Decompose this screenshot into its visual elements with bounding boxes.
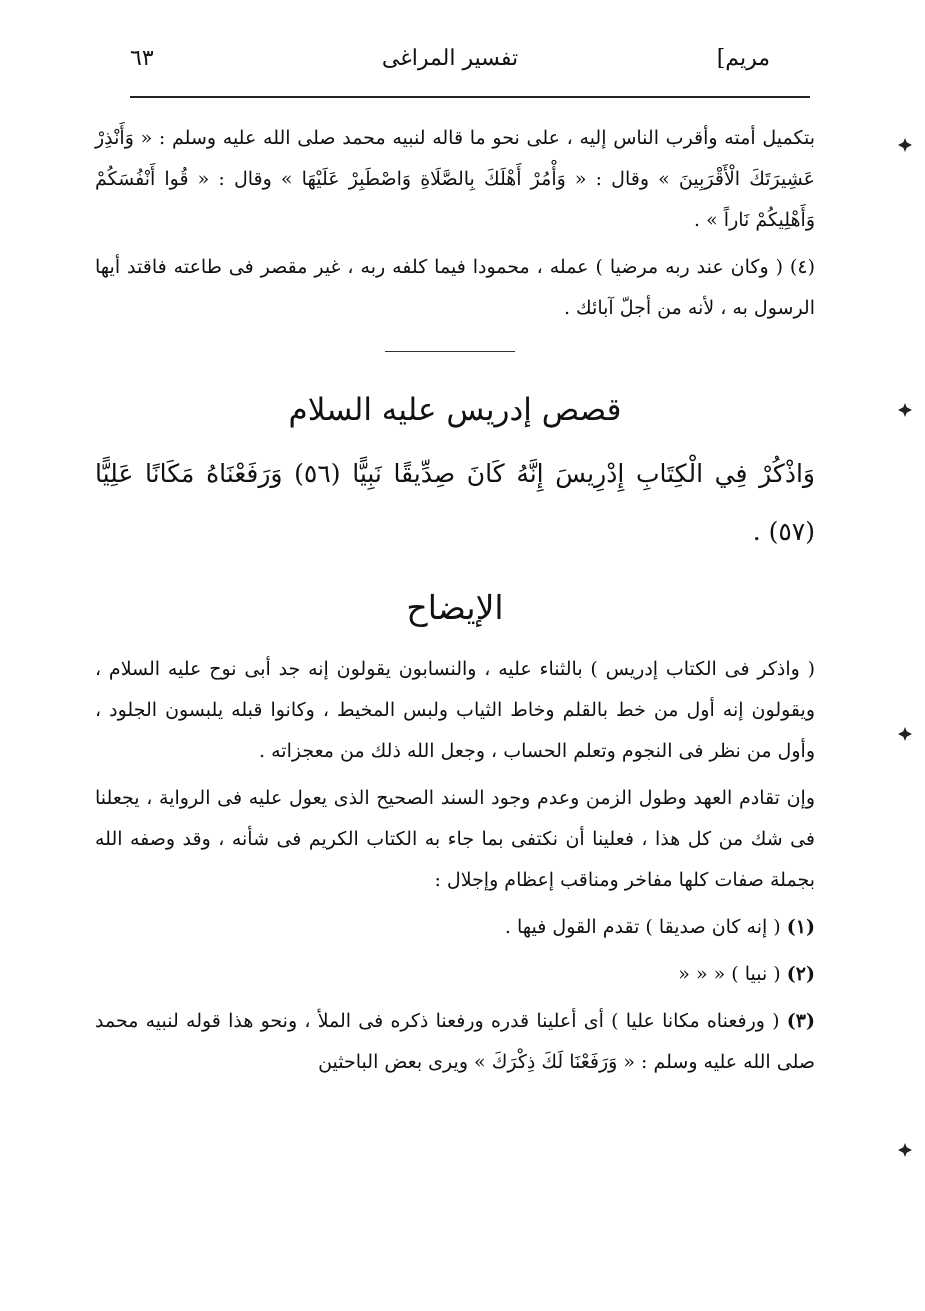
margin-mark-icon	[898, 403, 912, 417]
list-item-2	[95, 954, 815, 995]
item-text: ( ورفعناه مكانا عليا ) أى أعلينا قدره ورفعنا ذكره فى الملأ ، ونحو هذا قوله لنبيه محمد صلى الله عليه وسلم : « وَرَفَعْنَا لَكَ ذِكْرَكَ » ويرى بعض الباحثين	[95, 1010, 815, 1073]
intro-paragraph-1: بتكميل أمته وأقرب الناس إليه ، على نحو ما قاله لنبيه محمد صلى الله عليه وسلم : « وَأَنْذِرْ عَشِيرَتَكَ الْأَقْرَبِينَ » وقال : « وَأْمُرْ أَهْلَكَ بِالصَّلَاةِ وَاصْطَبِرْ عَلَيْهَا » وقال : « قُوا أَنْفُسَكُمْ وَأَهْلِيكُمْ نَاراً » .	[95, 127, 815, 231]
page-header	[130, 40, 770, 92]
margin-mark-icon	[898, 1143, 912, 1157]
item-number: (٢)	[786, 963, 815, 985]
explanation-paragraph-1: ( واذكر فى الكتاب إدريس ) بالثناء عليه ، والنسابون يقولون إنه جد أبى نوح عليه السلام ، ويقولون إنه أول من خط بالقلم وخاط الثياب ولبس المخيط ، وكانوا قبله يلبسون الجلود ، وأول من نظر فى النجوم وتعلم الحساب ، وجعل الله ذلك من معجزاته .	[95, 658, 815, 762]
page-number: ٦٣	[130, 46, 154, 71]
margin-mark-icon	[898, 727, 912, 741]
header-rule	[130, 96, 810, 98]
list-item-3	[95, 1001, 815, 1083]
list-item-1	[95, 907, 815, 948]
section-title: قصص إدريس عليه السلام	[288, 392, 622, 428]
margin-mark-icon	[898, 138, 912, 152]
explanation-paragraph-2: وإن تقادم العهد وطول الزمن وعدم وجود السند الصحيح الذى يعول عليه فى الرواية ، يجعلنا فى شك من كل هذا ، فعلينا أن نكتفى بما جاء به الكتاب الكريم فى شأنه ، وقد وصفه الله بجملة صفات كلها مفاخر ومناقب إعظام وإجلال :	[95, 787, 815, 891]
item-number: (١)	[786, 916, 815, 938]
intro-paragraph-2: (٤) ( وكان عند ربه مرضيا ) عمله ، محمودا فيما كلفه ربه ، غير مقصر فى طاعته فاقتد أيها الرسول به ، لأنه من أجلّ آبائك .	[95, 256, 815, 319]
surah-name: مريم]	[716, 46, 770, 71]
item-text: ( نبيا ) « « «	[678, 963, 781, 985]
book-title: تفسير المراغى	[381, 46, 519, 71]
quran-verse: وَاذْكُرْ فِي الْكِتَابِ إِدْرِيسَ إِنَّهُ كَانَ صِدِّيقًا نَبِيًّا (٥٦) وَرَفَعْنَاهُ مَكَانًا عَلِيًّا (٥٧) .	[95, 459, 815, 546]
item-text: ( إنه كان صديقا ) تقدم القول فيها .	[504, 916, 781, 938]
item-number: (٣)	[786, 1010, 815, 1032]
separator-line	[385, 351, 515, 352]
explanation-title: الإيضاح	[406, 588, 504, 627]
page-body	[95, 118, 815, 1083]
separator-container	[95, 329, 815, 373]
